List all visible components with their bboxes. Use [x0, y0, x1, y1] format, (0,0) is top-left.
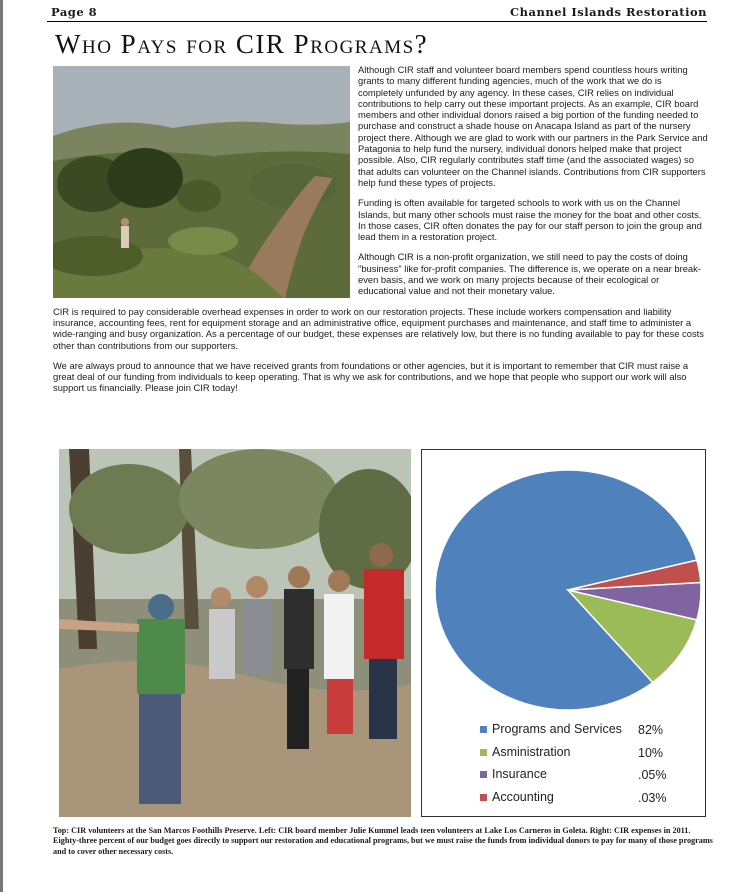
publication-name: Channel Islands Restoration	[510, 5, 707, 19]
legend-value: 82%	[638, 723, 664, 737]
photo-lake-los-carneros-volunteers	[59, 449, 411, 817]
legend-swatch	[480, 749, 487, 756]
pie-chart-canvas	[422, 450, 705, 716]
paragraph-3: Although CIR is a non-profit organization, we still need to pay the costs of doing "business" like for-profit companies. The difference is, we operate on a near break-even basis, and we work on many projects because of their ecological or educational value and not their monetary value.	[358, 251, 701, 297]
photo-san-marcos-foothills	[53, 66, 350, 298]
legend-value: .03%	[638, 790, 667, 805]
paragraph-2: Funding is often available for targeted schools to work with us on the Channel Islands, but many other schools must raise the money for the boat and other costs. In those cases, CIR often donates the pay for our staff person to join the group and lead them in a restoration project.	[358, 197, 702, 243]
legend-label: Programs and Services	[492, 722, 622, 736]
legend-swatch	[480, 794, 487, 801]
legend-swatch	[480, 726, 487, 733]
legend-value: 10%	[638, 745, 664, 760]
legend-value: .05%	[638, 768, 667, 782]
paragraph-1: Although CIR staff and volunteer board members spend countless hours writing grants to many different funding agencies, much of the work that we do is completely unfunded by any agency. In these cases, CIR relies on individual contributions to help carry out these important projects. As an example, CIR board members and other individual donors raised a big portion of the funding needed to purchase and construct a shade house on Anacapa Island as part of the nursery project there. Although we are glad to work with our partners in the Park Service and Patagonia to help fund the nursery, individual donors helped make that project possible. Also, CIR regularly contributes staff time (and the associated wages) so that adults can volunteer on the Channel islands. Contributions from CIR supporters help fund these types of projects.	[358, 64, 708, 188]
page-header	[47, 3, 707, 22]
page-number: Page 8	[51, 5, 98, 19]
paragraph-5: We are always proud to announce that we have received grants from foundations or other agencies, but it is important to remember that CIR must raise a great deal of our funding from individuals to keep operating. That is why we ask for contributions, and we hope that people who support our work will also support us financially. Please join CIR today!	[53, 359, 689, 394]
legend-item	[480, 767, 690, 790]
expenses-pie-chart	[421, 449, 706, 817]
legend-item	[480, 722, 690, 745]
paragraph-4: CIR is required to pay considerable overhead expenses in order to work on our restoration projects. These include workers compensation and liability insurance, accounting fees, rent for equipment storage and an administrative office, equipment purchases and maintenance, and staff time to administer a wide-ranging and busy organization. As a percentage of our budget, these expenses are relatively low, but there is no funding available to pay for these costs other than contributions from our supporters.	[53, 305, 704, 351]
article-body	[53, 64, 708, 403]
photo-caption: Top: CIR volunteers at the San Marcos Foothills Preserve. Left: CIR board member Julie Kummel leads teen volunteers at Lake Los Carneros in Goleta. Right: CIR expenses in 2011. Eighty-three percent of our budget goes directly to support our restoration and educational programs, but we must raise the funds from individual donors to pay for many of those programs and to cover other necessary costs.	[53, 826, 713, 856]
legend-label: Accounting	[492, 789, 554, 804]
chart-legend	[480, 722, 690, 812]
legend-label: Asministration	[492, 744, 571, 759]
legend-label: Insurance	[492, 767, 547, 781]
article-title: Who Pays for CIR Programs?	[55, 29, 429, 59]
legend-item	[480, 745, 690, 768]
legend-item	[480, 790, 690, 813]
legend-swatch	[480, 771, 487, 778]
